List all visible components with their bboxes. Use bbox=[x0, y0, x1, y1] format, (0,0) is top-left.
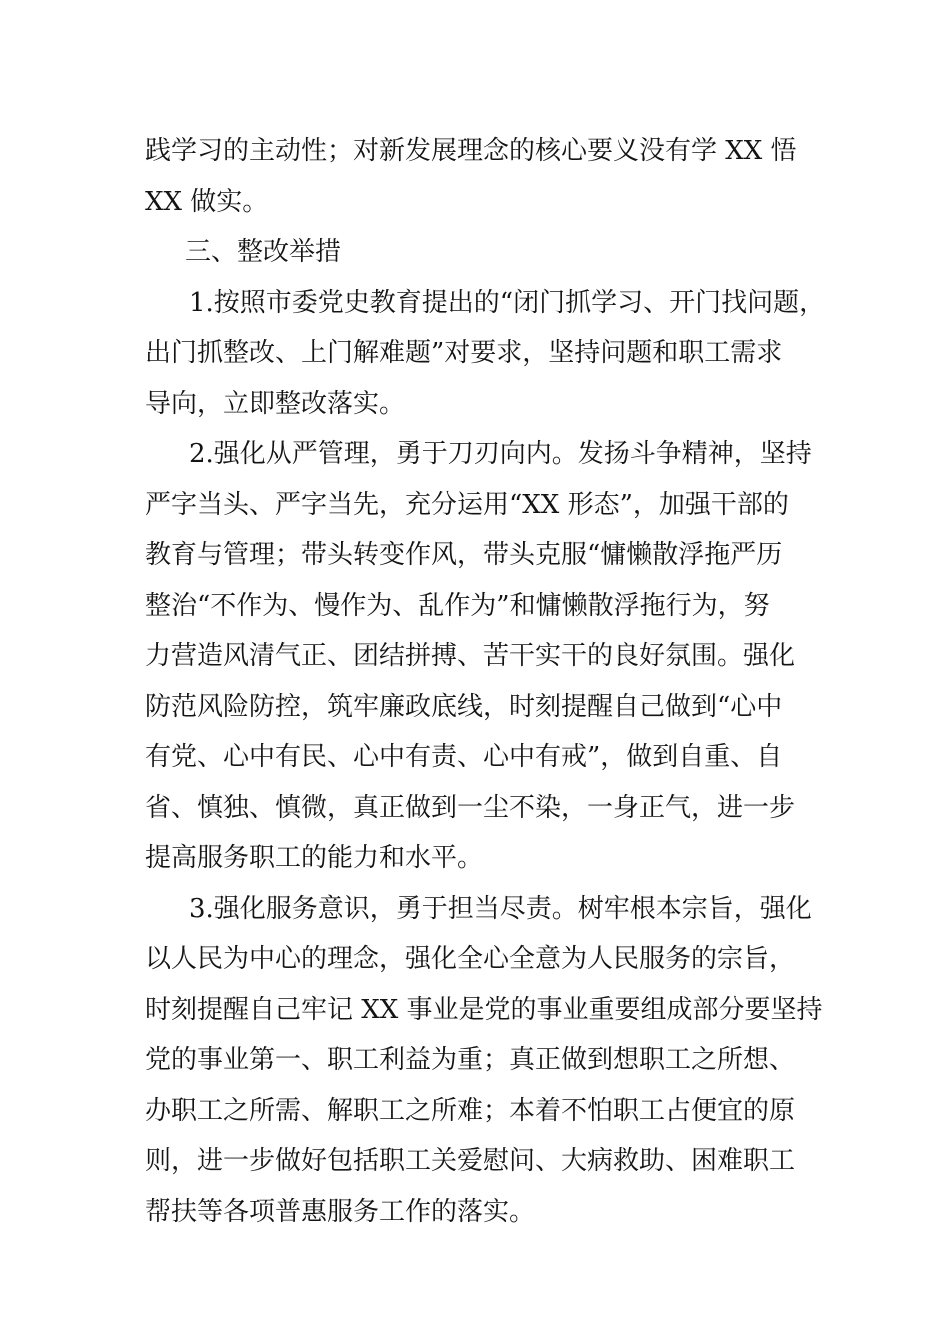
text-line: 严字当头、严字当先，充分运用“XX 形态”，加强干部的 bbox=[145, 489, 789, 520]
paragraph-item-1 bbox=[145, 278, 826, 430]
text-line: 1.按照市委党史教育提出的“闭门抓学习、开门找问题， bbox=[189, 287, 826, 318]
text-line: 3.强化服务意识，勇于担当尽责。树牢根本宗旨，强化 bbox=[189, 893, 812, 924]
text-line: 力营造风清气正、团结拼搏、苦干实干的良好氛围。强化 bbox=[145, 641, 796, 671]
document-body bbox=[145, 126, 826, 1237]
text-line: XX 做实。 bbox=[145, 186, 269, 217]
paragraph-item-3 bbox=[145, 884, 823, 1238]
text-line: 教育与管理；带头转变作风，带头克服“慵懒散浮拖严历 bbox=[145, 540, 783, 570]
text-line: 2.强化从严管理，勇于刀刃向内。发扬斗争精神，坚持 bbox=[189, 439, 812, 469]
text-line: 帮扶等各项普惠服务工作的落实。 bbox=[145, 1196, 536, 1227]
text-line: 出门抓整改、上门解难题”对要求，坚持问题和职工需求 bbox=[145, 338, 783, 368]
text-line: 有党、心中有民、心中有责、心中有戒”，做到自重、自 bbox=[145, 742, 783, 772]
section-heading-text: 三、整改举措 bbox=[185, 237, 342, 267]
text-line: 践学习的主动性；对新发展理念的核心要义没有学 XX 悟 bbox=[145, 136, 797, 166]
paragraph-continuation bbox=[145, 126, 810, 227]
text-line: 时刻提醒自己牢记 XX 事业是党的事业重要组成部分要坚持 bbox=[145, 994, 823, 1025]
paragraph-item-2 bbox=[145, 429, 810, 884]
section-heading bbox=[145, 227, 810, 278]
text-line: 办职工之所需、解职工之所难；本着不怕职工占便宜的原 bbox=[145, 1095, 796, 1126]
text-line: 省、慎独、慎微，真正做到一尘不染，一身正气，进一步 bbox=[145, 792, 796, 823]
text-line: 整治“不作为、慢作为、乱作为”和慵懒散浮拖行为，努 bbox=[145, 590, 770, 621]
text-line: 党的事业第一、职工利益为重；真正做到想职工之所想、 bbox=[145, 1045, 796, 1075]
text-line: 以人民为中心的理念，强化全心全意为人民服务的宗旨， bbox=[145, 944, 796, 974]
text-line: 导向，立即整改落实。 bbox=[145, 388, 406, 419]
text-line: 防范风险防控，筑牢廉政底线，时刻提醒自己做到“心中 bbox=[145, 691, 783, 722]
text-line: 则，进一步做好包括职工关爱慰问、大病救助、困难职工 bbox=[145, 1146, 796, 1176]
text-line: 提高服务职工的能力和水平。 bbox=[145, 843, 484, 873]
